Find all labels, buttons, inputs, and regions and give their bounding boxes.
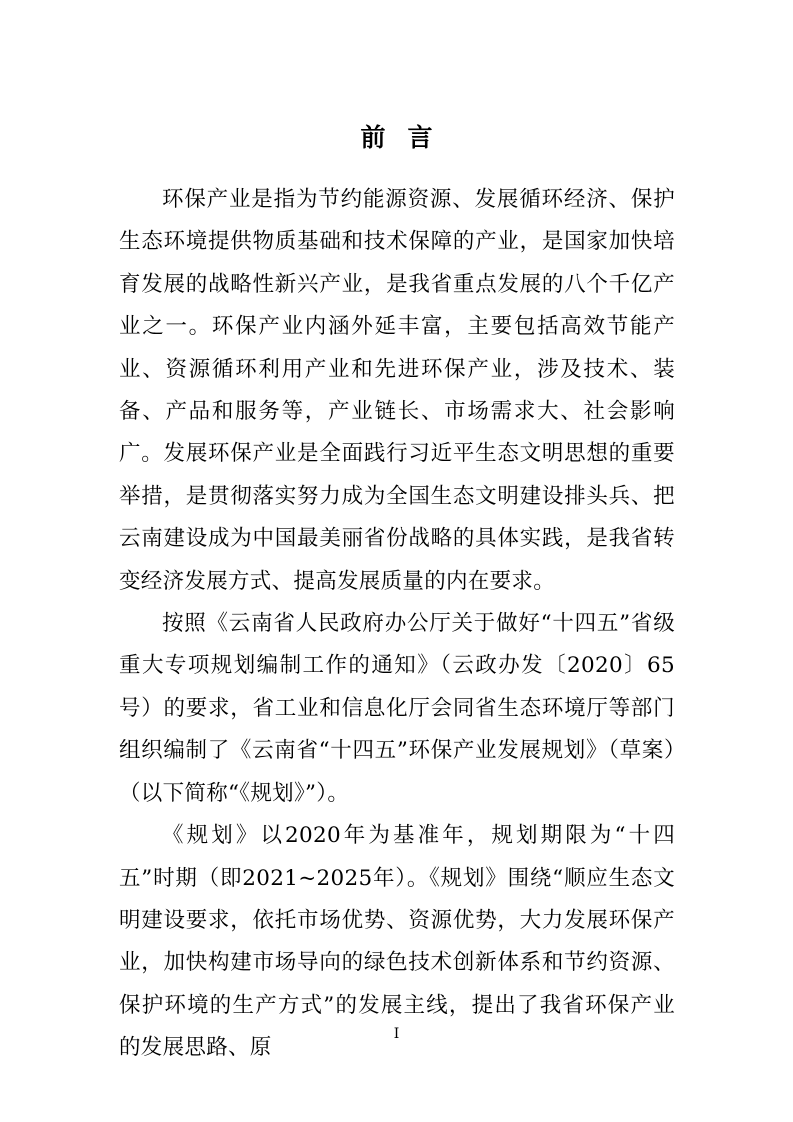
- paragraph-1: 环保产业是指为节约能源资源、发展循环经济、保护生态环境提供物质基础和技术保障的产业，是国家加快培育发展的战略性新兴产业，是我省重点发展的八个千亿产业之一。环保产业内涵外延丰富，主要包括高效节能产业、资源循环利用产业和先进环保产业，涉及技术、装备、产品和服务等，产业链长、市场需求大、社会影响广。发展环保产业是全面践行习近平生态文明思想的重要举措，是贯彻落实努力成为全国生态文明建设排头兵、把云南建设成为中国最美丽省份战略的具体实践，是我省转变经济发展方式、提高发展质量的内在要求。: [119, 187, 675, 594]
- body-text: [119, 179, 675, 1070]
- page-number: I: [393, 1026, 400, 1042]
- page-title: 前言: [360, 123, 455, 152]
- paragraph-3: 《规划》以2020年为基准年，规划期限为“十四五”时期（即2021~2025年）。《规划》围绕“顺应生态文明建设要求，依托市场优势、资源优势，大力发展环保产业，加快构建市场导向的绿色技术创新体系和节约资源、保护环境的生产方式”的发展主线，提出了我省环保产业的发展思路、原: [119, 823, 675, 1061]
- paragraph-2: 按照《云南省人民政府办公厅关于做好“十四五”省级重大专项规划编制工作的通知》（云政办发〔2020〕65号）的要求，省工业和信息化厅会同省生态环境厅等部门组织编制了《云南省“十四五”环保产业发展规划》（草案）（以下简称“《规划》”）。: [119, 611, 675, 806]
